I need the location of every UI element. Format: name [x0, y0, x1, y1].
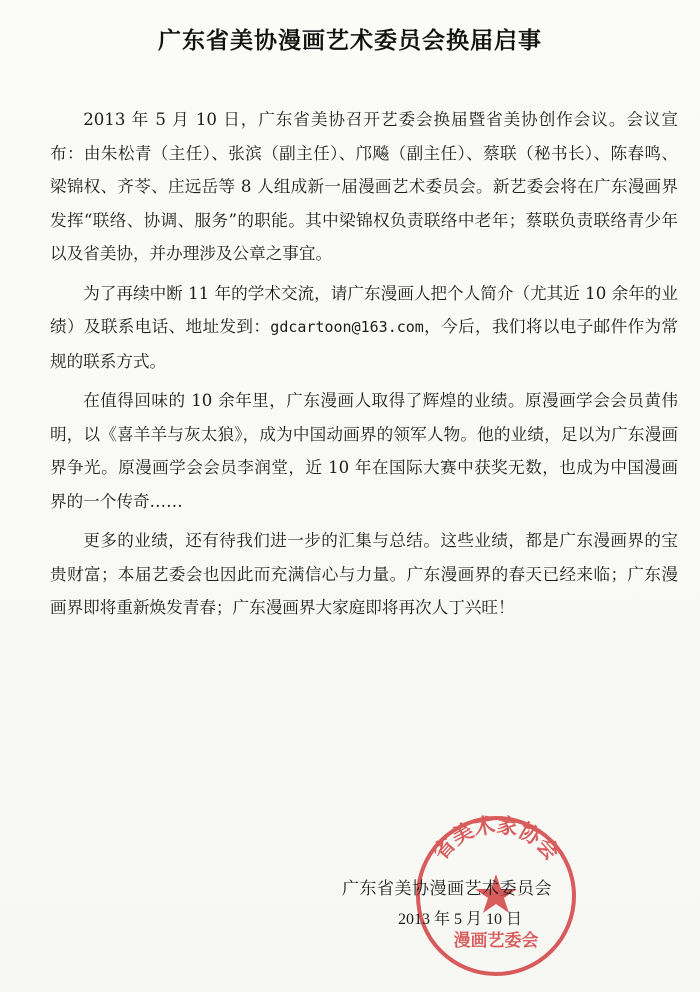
paragraph-closing: 更多的业绩，还有待我们进一步的汇集与总结。这些业绩，都是广东漫画界的宝贵财富；本届艺委会也因此而充满信心与力量。广东漫画界的春天已经来临；广东漫画界即将重新焕发青春；广东漫画界大家庭即将再次人丁兴旺！ [50, 531, 678, 617]
signer-name: 广东省美协漫画艺术委员会 [342, 879, 552, 899]
paragraph-announcement: 2013 年 5 月 10 日，广东省美协召开艺委会换届暨省美协创作会议。会议宣布：由朱松青（主任）、张滨（副主任）、邝飚（副主任）、蔡联（秘书长）、陈春鸣、梁锦权、齐苓、庄远岳等 8 人组成新一届漫画艺术委员会。新艺委会将在广东漫画界发挥“联络、协调、服务”的职能。其中梁锦权负责联络中老年；蔡联负责联络青少年以及省美协，并办理涉及公章之事宜。 [50, 110, 678, 263]
notice-body [50, 103, 678, 625]
notice-date: 2013 年 5 月 10 日 [398, 911, 523, 928]
contact-text-after: ，今后，我们将以电子邮件作为常规的联系方式。 [50, 317, 679, 371]
seal-arc-text: 省美术家协会 [428, 812, 564, 865]
paragraph-achievements: 在值得回味的 10 余年里，广东漫画人取得了辉煌的业绩。原漫画学会会员黄伟明，以《喜羊羊与灰太狼》，成为中国动画界的领军人物。他的业绩，足以为广东漫画界争光。原漫画学会会员李润堂，近 10 年在国际大赛中获奖无数，也成为中国漫画界的一个传奇…… [50, 391, 678, 511]
contact-text-before: 为了再续中断 11 年的学术交流，请广东漫画人把个人简介（尤其近 10 余年的业绩）及联系电话、地址发到： [50, 283, 678, 336]
notice-title: 广东省美协漫画艺术委员会换届启事 [158, 28, 542, 54]
contact-email[interactable]: gdcartoon@163.com [270, 318, 424, 336]
seal-bottom-text: 漫画艺委会 [453, 931, 539, 951]
paragraph-contact [50, 277, 678, 379]
